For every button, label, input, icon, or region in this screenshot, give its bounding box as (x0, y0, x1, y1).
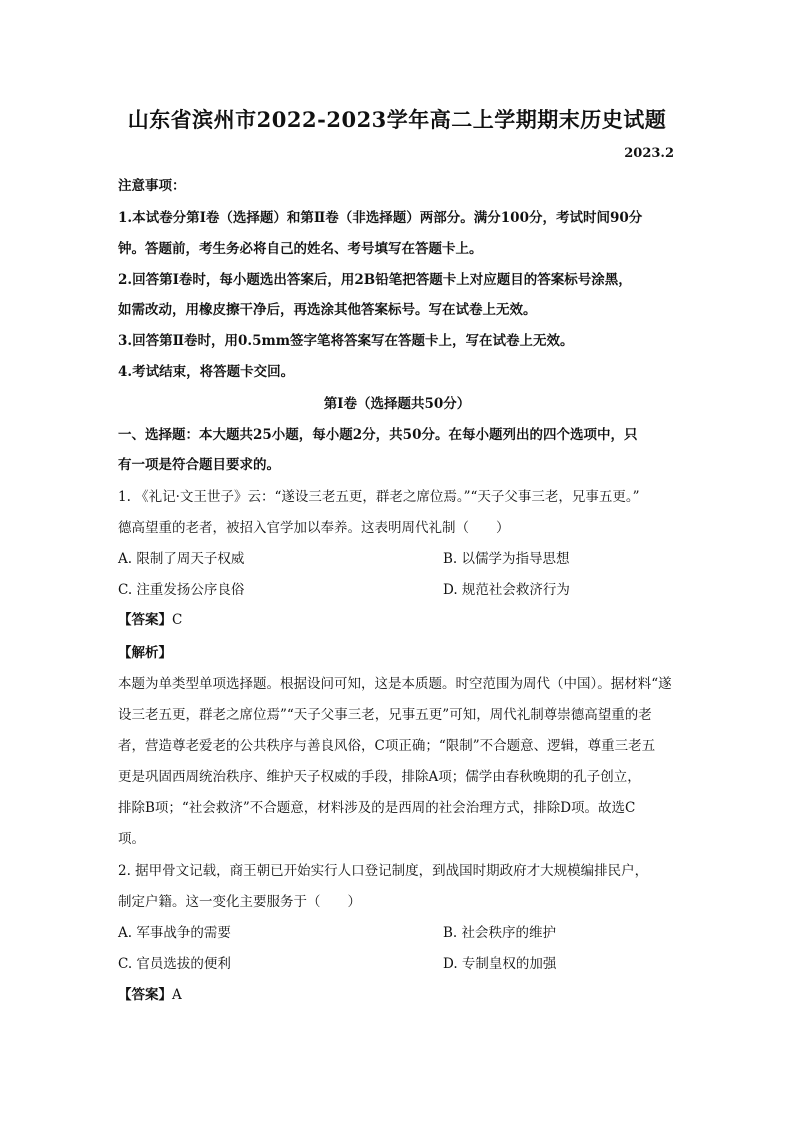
option-c: C. 官员选拔的便利 (118, 956, 231, 972)
notice-heading: 注意事项： (118, 178, 186, 194)
notice-line: 4.考试结束，将答题卡交回。 (118, 364, 295, 380)
question-stem: 2. 据甲骨文记载，商王朝已开始实行人口登记制度，到战国时期政府才大规模编排民户， (118, 863, 649, 879)
option-a: A. 军事战争的需要 (118, 925, 231, 941)
notice-line: 1.本试卷分第Ⅰ卷（选择题）和第Ⅱ卷（非选择题）两部分。满分100分，考试时间90分 (118, 210, 643, 226)
page-title: 山东省滨州市2022-2023学年高二上学期期末历史试题 (127, 107, 667, 132)
question-stem: 制定户籍。这一变化主要服务于（ ） (118, 894, 361, 910)
notice-line: 如需改动，用橡皮擦干净后，再选涂其他答案标号。写在试卷上无效。 (118, 302, 537, 318)
analysis-line: 者，营造尊老爱老的公共秩序与善良风俗，C项正确；“限制”不合题意、逻辑，尊重三老五 (118, 738, 656, 754)
question-stem: 德高望重的老者，被招入官学加以奉养。这表明周代礼制（ ） (118, 520, 510, 536)
analysis-line: 更是巩固西周统治秩序、维护天子权威的手段，排除A项；儒学由春秋晚期的孔子创立， (118, 769, 641, 785)
option-d: D. 规范社会救济行为 (443, 582, 570, 598)
analysis-line: 设三老五更，群老之席位焉”“天子父事三老，兄事五更”可知，周代礼制尊崇德高望重的老 (118, 707, 652, 723)
answer-label: 【答案】 (118, 987, 172, 1003)
analysis-label: 【解析】 (118, 645, 172, 661)
question-stem: 1. 《礼记·文王世子》云：“遂设三老五更，群老之席位焉。”“天子父事三老，兄事五更。” (118, 489, 640, 505)
option-b: B. 社会秩序的维护 (443, 925, 557, 941)
notice-line: 钟。答题前，考生务必将自己的姓名、考号填写在答题卡上。 (118, 241, 483, 257)
section-instructions: 有一项是符合题目要求的。 (118, 457, 280, 473)
option-d: D. 专制皇权的加强 (443, 956, 557, 972)
answer-row (118, 612, 678, 628)
option-c: C. 注重发扬公序良俗 (118, 582, 245, 598)
option-b: B. 以儒学为指导思想 (443, 551, 570, 567)
answer-row (118, 987, 678, 1003)
analysis-line: 项。 (118, 831, 145, 847)
section-instructions: 一、选择题：本大题共25小题，每小题2分，共50分。在每小题列出的四个选项中，只 (118, 427, 638, 443)
notice-line: 3.回答第Ⅱ卷时，用0.5mm签字笔将答案写在答题卡上，写在试卷上无效。 (118, 333, 574, 349)
notice-line: 2.回答第Ⅰ卷时，每小题选出答案后，用2B铅笔把答题卡上对应题目的答案标号涂黑， (118, 272, 632, 288)
option-a: A. 限制了周天子权威 (118, 551, 245, 567)
answer-label: 【答案】 (118, 612, 172, 628)
exam-date: 2023.2 (624, 146, 674, 161)
answer-value: A (172, 987, 182, 1003)
analysis-line: 本题为单类型单项选择题。根据设问可知，这是本质题。时空范围为周代（中国）。据材料“遂 (118, 676, 672, 692)
analysis-line: 排除B项；“社会救济”不合题意，材料涉及的是西周的社会治理方式，排除D项。故选C (118, 800, 636, 816)
answer-value: C (172, 612, 183, 628)
section-title: 第Ⅰ卷（选择题共50分） (323, 396, 471, 412)
